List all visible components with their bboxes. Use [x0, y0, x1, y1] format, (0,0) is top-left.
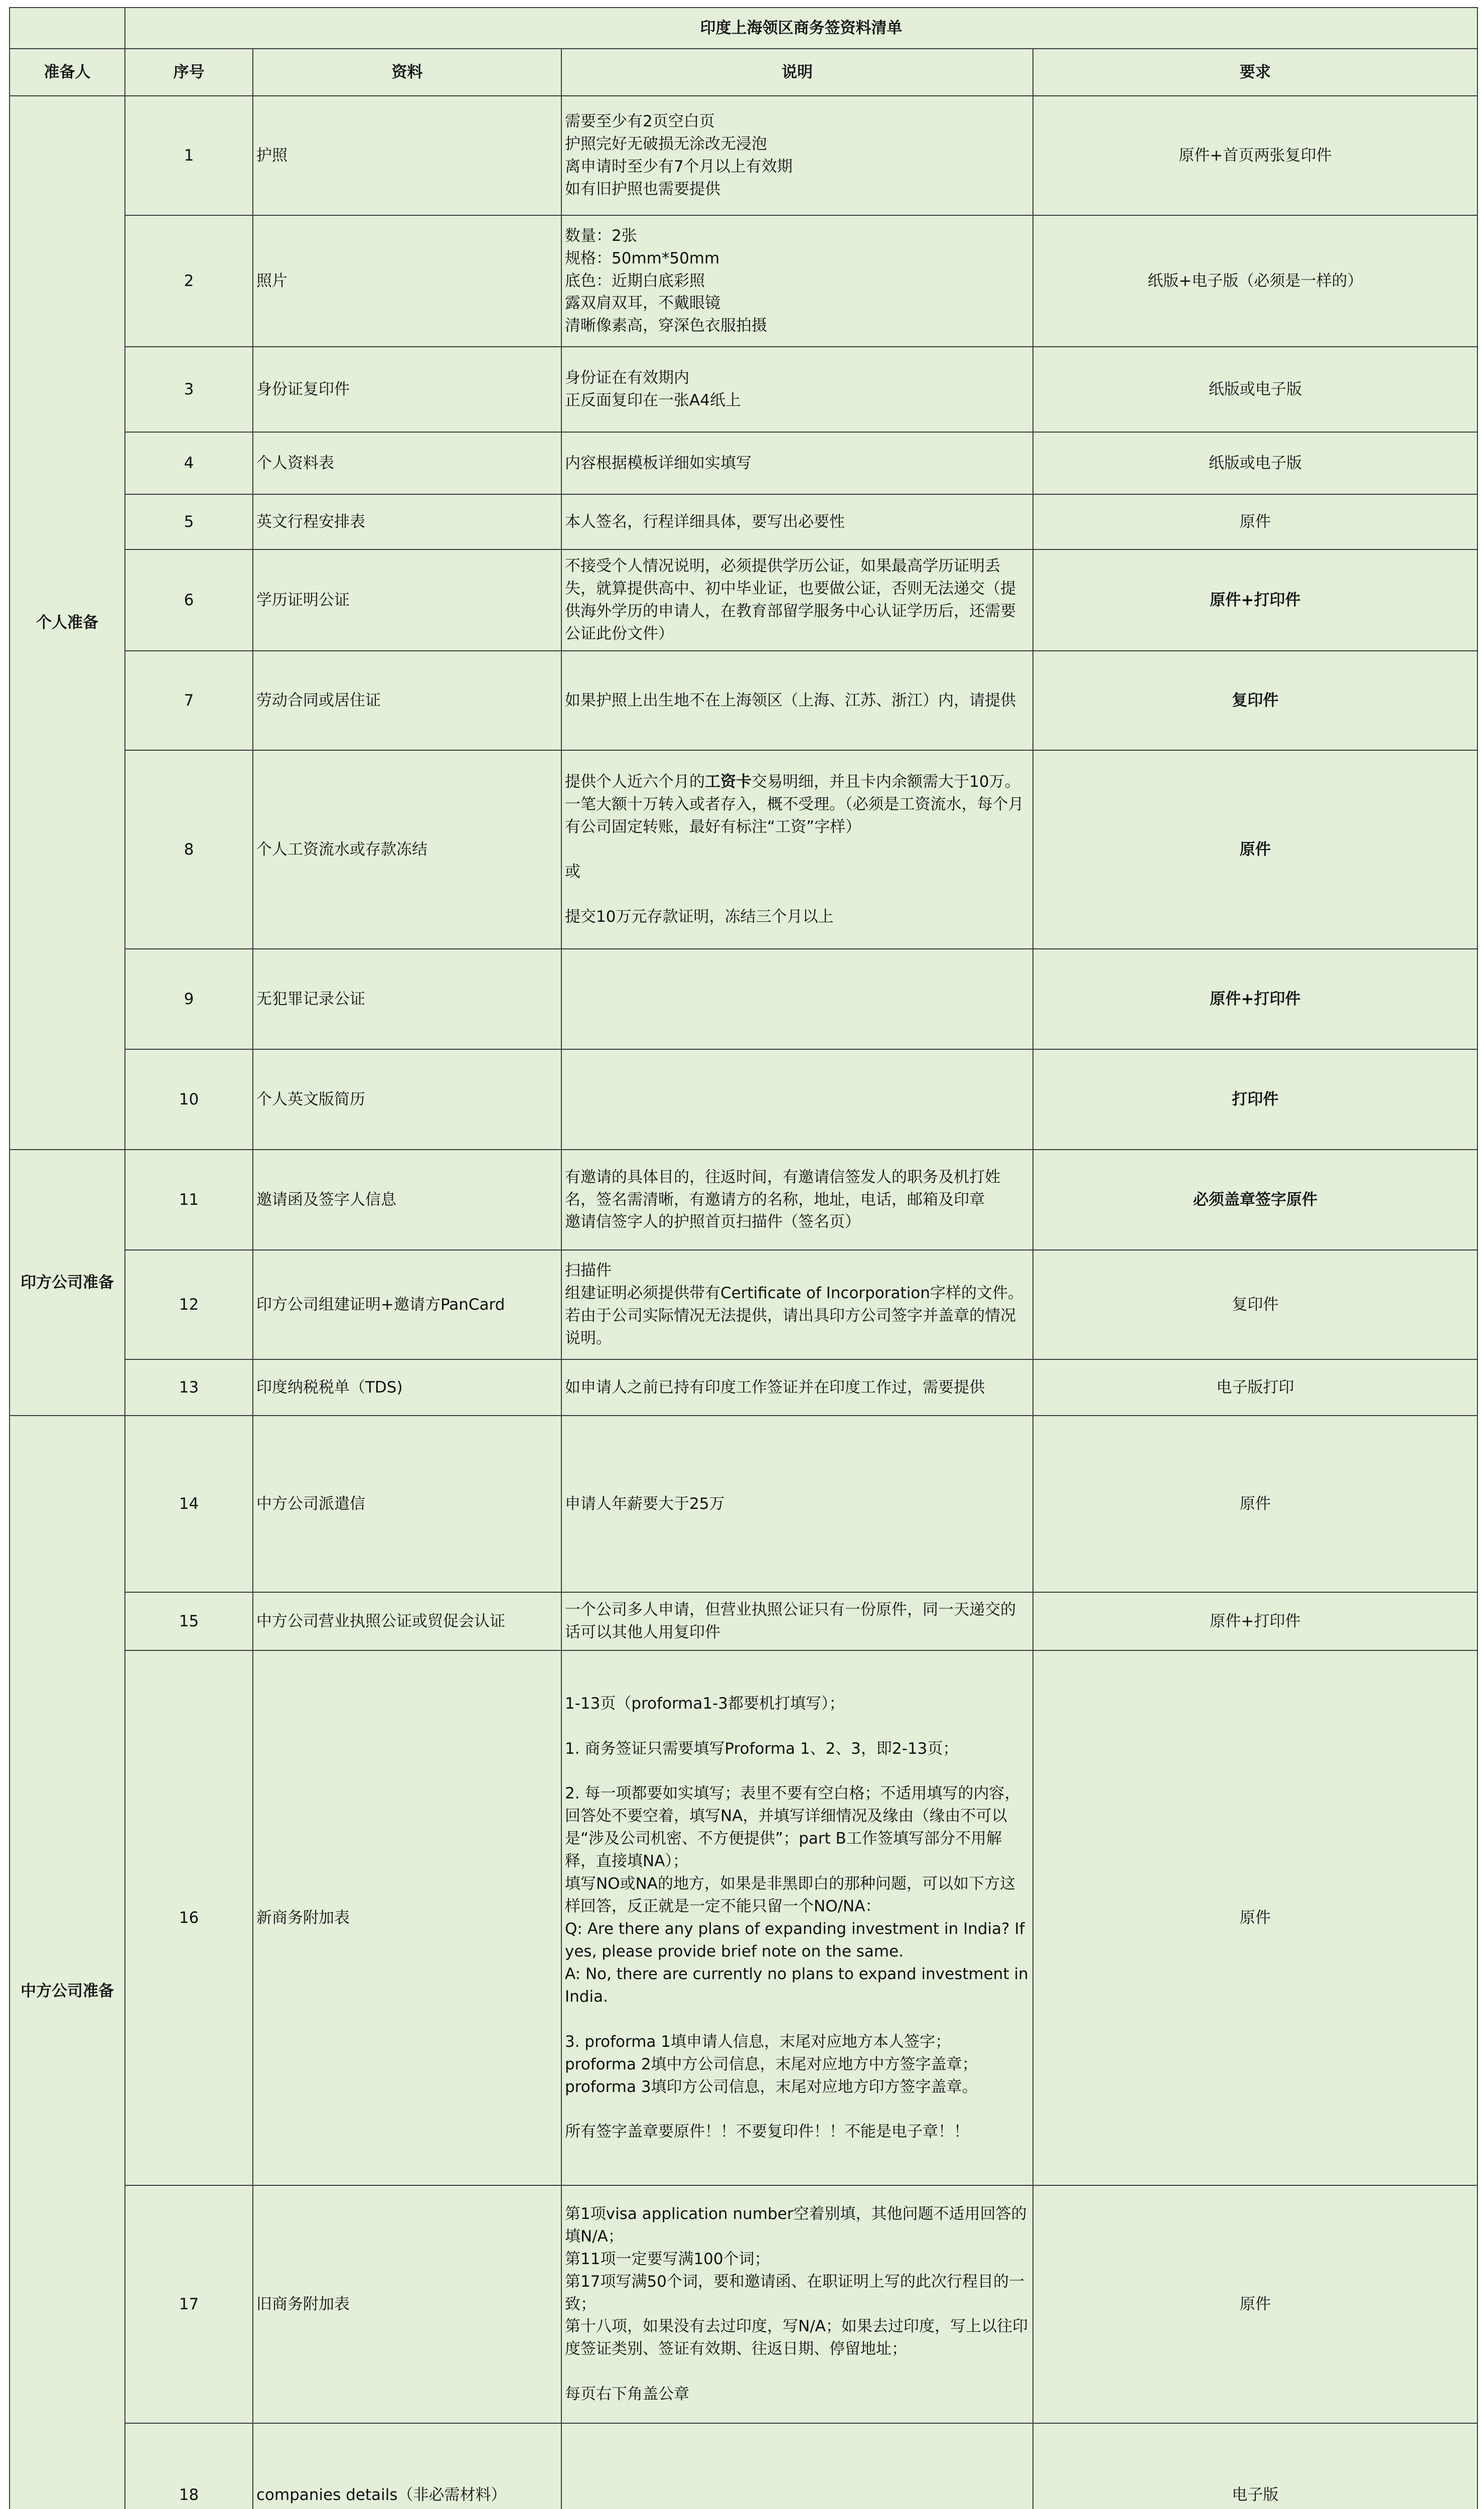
group-india-company: 印方公司准备 — [10, 1150, 125, 1416]
row-material: 印方公司组建证明+邀请方PanCard — [253, 1250, 561, 1359]
table-row — [10, 2185, 1477, 2423]
row-no: 8 — [125, 750, 253, 949]
row-req: 打印件 — [1033, 1049, 1477, 1150]
row-req: 原件+首页两张复印件 — [1033, 96, 1477, 215]
row-desc — [561, 2423, 1033, 2509]
row-no: 13 — [125, 1359, 253, 1416]
row-desc — [561, 949, 1033, 1049]
row-material: 个人英文版简历 — [253, 1049, 561, 1150]
row-material: 劳动合同或居住证 — [253, 651, 561, 750]
row-material: 邀请函及签字人信息 — [253, 1150, 561, 1250]
row-desc: 第1项visa application number空着别填，其他问题不适用回答的填N/A； 第11项一定要写满100个词； 第17项写满50个词，要和邀请函、在职证明上写的此次行程目的一致； 第十八项，如果没有去过印度，写N/A；如果去过印度，写上以往印度签证类别、签证有效期、往返日期、停留地址； 每页右下角盖公章 — [561, 2185, 1033, 2423]
row-no: 9 — [125, 949, 253, 1049]
row-no: 12 — [125, 1250, 253, 1359]
row-desc — [561, 1049, 1033, 1150]
row-desc-bold: 工资卡 — [705, 772, 752, 791]
row-desc-pre: 提供个人近六个月的 — [565, 772, 705, 791]
table-row — [10, 1049, 1477, 1150]
row-material: 中方公司派遣信 — [253, 1416, 561, 1592]
table-row — [10, 432, 1477, 494]
row-no: 4 — [125, 432, 253, 494]
row-no: 6 — [125, 549, 253, 651]
table-row — [10, 347, 1477, 432]
table-row — [10, 215, 1477, 347]
table-row — [10, 1592, 1477, 1650]
row-no: 5 — [125, 494, 253, 549]
group-china-company: 中方公司准备 — [10, 1416, 125, 2509]
row-req: 原件+打印件 — [1033, 1592, 1477, 1650]
row-material: 新商务附加表 — [253, 1650, 561, 2185]
table-row — [10, 1416, 1477, 1592]
row-no: 2 — [125, 215, 253, 347]
table-row — [10, 2423, 1477, 2509]
row-material: 照片 — [253, 215, 561, 347]
row-no: 11 — [125, 1150, 253, 1250]
row-no: 16 — [125, 1650, 253, 2185]
table-row — [10, 96, 1477, 215]
row-req: 原件 — [1033, 494, 1477, 549]
row-desc: 不接受个人情况说明，必须提供学历公证，如果最高学历证明丢失，就算提供高中、初中毕业证，也要做公证，否则无法递交（提供海外学历的申请人，在教育部留学服务中心认证学历后，还需要公证此份文件） — [561, 549, 1033, 651]
table-row — [10, 494, 1477, 549]
row-desc: 本人签名，行程详细具体，要写出必要性 — [561, 494, 1033, 549]
row-material: 身份证复印件 — [253, 347, 561, 432]
row-desc: 内容根据模板详细如实填写 — [561, 432, 1033, 494]
row-req: 原件+打印件 — [1033, 549, 1477, 651]
row-req: 复印件 — [1033, 1250, 1477, 1359]
table-row — [10, 1150, 1477, 1250]
table-row — [10, 949, 1477, 1049]
table-row — [10, 651, 1477, 750]
row-no: 15 — [125, 1592, 253, 1650]
sheet-title: 印度上海领区商务签资料清单 — [125, 8, 1477, 49]
row-material: 无犯罪记录公证 — [253, 949, 561, 1049]
row-desc: 一个公司多人申请，但营业执照公证只有一份原件，同一天递交的话可以其他人用复印件 — [561, 1592, 1033, 1650]
row-no: 18 — [125, 2423, 253, 2509]
visa-document-table — [9, 7, 1478, 2509]
row-req: 电子版打印 — [1033, 1359, 1477, 1416]
row-req: 原件 — [1033, 1416, 1477, 1592]
corner-cell — [10, 8, 125, 49]
row-req: 纸版或电子版 — [1033, 347, 1477, 432]
row-req: 必须盖章签字原件 — [1033, 1150, 1477, 1250]
header-req: 要求 — [1033, 49, 1477, 96]
row-material: 旧商务附加表 — [253, 2185, 561, 2423]
table-row — [10, 750, 1477, 949]
table-row — [10, 1650, 1477, 2185]
row-material: 印度纳税税单（TDS) — [253, 1359, 561, 1416]
row-no: 3 — [125, 347, 253, 432]
row-no: 10 — [125, 1049, 253, 1150]
row-desc: 有邀请的具体目的，往返时间，有邀请信签发人的职务及机打姓名，签名需清晰，有邀请方的名称，地址，电话，邮箱及印章 邀请信签字人的护照首页扫描件（签名页） — [561, 1150, 1033, 1250]
table-row — [10, 1359, 1477, 1416]
row-material: 学历证明公证 — [253, 549, 561, 651]
row-desc — [561, 750, 1033, 949]
row-material: 中方公司营业执照公证或贸促会认证 — [253, 1592, 561, 1650]
row-material: 英文行程安排表 — [253, 494, 561, 549]
row-req: 原件 — [1033, 2185, 1477, 2423]
row-desc: 如果护照上出生地不在上海领区（上海、江苏、浙江）内，请提供 — [561, 651, 1033, 750]
row-no: 17 — [125, 2185, 253, 2423]
row-desc: 申请人年薪要大于25万 — [561, 1416, 1033, 1592]
row-req: 复印件 — [1033, 651, 1477, 750]
row-desc: 如申请人之前已持有印度工作签证并在印度工作过，需要提供 — [561, 1359, 1033, 1416]
row-no: 7 — [125, 651, 253, 750]
row-desc: 扫描件 组建证明必须提供带有Certificate of Incorporation字样的文件。若由于公司实际情况无法提供，请出具印方公司签字并盖章的情况说明。 — [561, 1250, 1033, 1359]
row-req: 纸版或电子版 — [1033, 432, 1477, 494]
title-row — [10, 8, 1477, 49]
row-req: 原件 — [1033, 750, 1477, 949]
table-row — [10, 1250, 1477, 1359]
row-material: 个人工资流水或存款冻结 — [253, 750, 561, 949]
row-desc-post: 交易明细，并且卡内余额需大于10万。一笔大额十万转入或者存入，概不受理。（必须是工资流水，每个月有公司固定转账，最好有标注“工资”字样） 或 提交10万元存款证明，冻结三个月以上 — [565, 772, 1024, 926]
header-preparer: 准备人 — [10, 49, 125, 96]
row-desc: 需要至少有2页空白页 护照完好无破损无涂改无浸泡 离申请时至少有7个月以上有效期 如有旧护照也需要提供 — [561, 96, 1033, 215]
row-desc: 1-13页（proforma1-3都要机打填写）； 1. 商务签证只需要填写Proforma 1、2、3，即2-13页； 2. 每一项都要如实填写；表里不要有空白格；不适用填写的内容，回答处不要空着，填写NA，并填写详细情况及缘由（缘由不可以是“涉及公司机密、不方便提供”；part B工作签填写部分不用解释，直接填NA）； 填写NO或NA的地方，如果是非黑即白的那种问题，可以如下方这样回答，反正就是一定不能只留一个NO/NA： Q: Are there any plans of expanding investment in India? If yes, please provide brief note on the same. A: No, there are currently no plans to expand investment in India. 3. proforma 1填申请人信息，末尾对应地方本人签字； proforma 2填中方公司信息，末尾对应地方中方签字盖章； proforma 3填印方公司信息，末尾对应地方印方签字盖章。 所有签字盖章要原件！！不要复印件！！不能是电子章！！ — [561, 1650, 1033, 2185]
row-desc: 身份证在有效期内 正反面复印在一张A4纸上 — [561, 347, 1033, 432]
row-material: companies details（非必需材料） — [253, 2423, 561, 2509]
header-material: 资料 — [253, 49, 561, 96]
row-no: 14 — [125, 1416, 253, 1592]
header-no: 序号 — [125, 49, 253, 96]
row-req: 原件 — [1033, 1650, 1477, 2185]
row-no: 1 — [125, 96, 253, 215]
row-req: 原件+打印件 — [1033, 949, 1477, 1049]
row-req: 纸版+电子版（必须是一样的） — [1033, 215, 1477, 347]
row-desc: 数量：2张 规格：50mm*50mm 底色：近期白底彩照 露双肩双耳，不戴眼镜 清晰像素高，穿深色衣服拍摄 — [561, 215, 1033, 347]
row-req: 电子版 — [1033, 2423, 1477, 2509]
row-material: 个人资料表 — [253, 432, 561, 494]
group-personal: 个人准备 — [10, 96, 125, 1150]
header-desc: 说明 — [561, 49, 1033, 96]
table-row — [10, 549, 1477, 651]
row-material: 护照 — [253, 96, 561, 215]
header-row — [10, 49, 1477, 96]
